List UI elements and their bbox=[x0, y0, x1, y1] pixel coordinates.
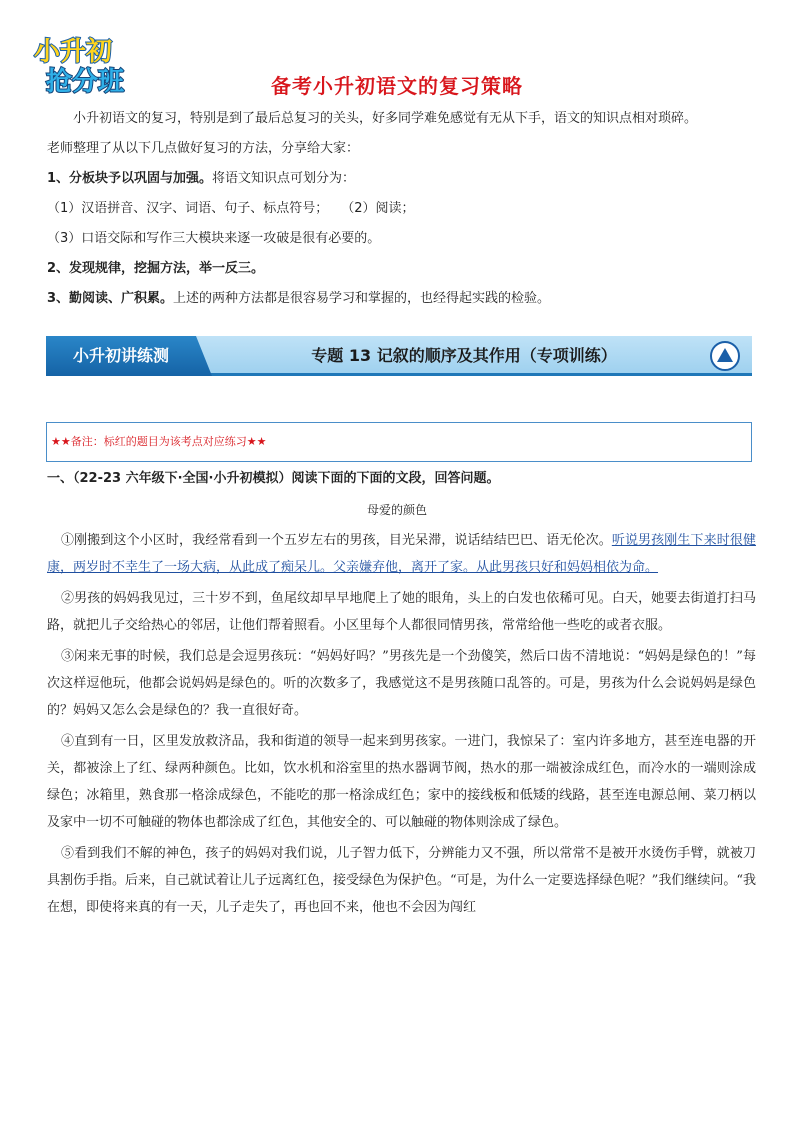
note-text: ★★备注：标红的题目为该考点对应练习★★ bbox=[51, 435, 267, 448]
tip-3 bbox=[47, 284, 754, 314]
up-triangle-icon[interactable] bbox=[710, 341, 740, 371]
topic-title: 专题 13 记叙的顺序及其作用（专项训练） bbox=[311, 346, 617, 365]
passage-title: 母爱的颜色 bbox=[366, 503, 427, 517]
topic-banner bbox=[46, 336, 752, 376]
banner-tab-label: 小升初讲练测 bbox=[72, 346, 169, 365]
passage-paragraph-4: ④直到有一日，区里发放救济品，我和街道的领导一起来到男孩家。一进门，我惊呆了：室内许多地方，甚至连电器的开关，都被涂上了红、绿两种颜色。比如，饮水机和浴室里的热水器调节阀，热水的那一端被涂成红色，而冷水的一端则涂成绿色；冰箱里，熟食那一格涂成绿色，不能吃的那一格涂成红色；家中的接线板和低矮的线路，甚至连电源总闸、菜刀柄以及家中一切不可触碰的物体也都涂成了红色，其他安全的、可以触碰的物体则涂成了绿色。 bbox=[47, 734, 756, 830]
tip-1-sub-1: （1）汉语拼音、汉字、词语、句子、标点符号； （2）阅读； bbox=[47, 201, 415, 216]
logo-line1: 小升初 bbox=[34, 37, 113, 67]
intro-section bbox=[47, 104, 754, 314]
tip-3-heading: 3、勤阅读、广积累。 bbox=[47, 291, 174, 306]
intro-paragraph-1: 小升初语文的复习，特别是到了最后总复习的关头，好多同学难免感觉有无从下手，语文的知识点相对琐碎。 bbox=[73, 111, 698, 126]
passage-body bbox=[47, 527, 756, 925]
tip-3-text: 上述的两种方法都是很容易学习和掌握的，也经得起实践的检验。 bbox=[173, 291, 551, 306]
passage-p1-highlight: 听说男孩刚生下来时很健康，两岁时不幸生了一场大病，从此成了痴呆儿。父亲嫌弃他，离开了家。从此男孩只好和妈妈相依为命。 bbox=[47, 533, 756, 575]
tip-1-heading: 1、分板块予以巩固与加强。 bbox=[47, 171, 213, 186]
passage-p1-text: ①刚搬到这个小区时，我经常看到一个五岁左右的男孩，目光呆滞，说话结结巴巴、语无伦次。 bbox=[61, 533, 612, 548]
intro-paragraph-2: 老师整理了从以下几点做好复习的方法，分享给大家： bbox=[47, 141, 360, 156]
question-heading: 一、（22-23 六年级下·全国·小升初模拟）阅读下面的下面的文段，回答问题。 bbox=[47, 471, 500, 486]
tip-2: 2、发现规律，挖掘方法，举一反三。 bbox=[47, 261, 265, 276]
tip-1-text: 将语文知识点可划分为： bbox=[212, 171, 356, 186]
passage-paragraph-2: ②男孩的妈妈我见过，三十岁不到，鱼尾纹却早早地爬上了她的眼角，头上的白发也依稀可见。白天，她要去街道打扫马路，就把儿子交给热心的邻居，让他们帮着照看。小区里每个人都很同情男孩，常常给他一些吃的或者衣服。 bbox=[47, 591, 756, 633]
tip-1-sub-2: （3）口语交际和写作三大模块来逐一攻破是很有必要的。 bbox=[47, 231, 381, 246]
passage-paragraph-5: ⑤看到我们不解的神色，孩子的妈妈对我们说，儿子智力低下，分辨能力又不强，所以常常不是被开水烫伤手臂，就被刀具割伤手指。后来，自己就试着让儿子远离红色，接受绿色为保护色。“可是，为什么一定要选择绿色呢？”我们继续问。“我在想，即使将来真的有一天，儿子走失了，再也回不来，他也不会因为闯红 bbox=[47, 846, 756, 915]
passage-paragraph-3: ③闲来无事的时候，我们总是会逗男孩玩：“妈妈好吗？”男孩先是一个劲傻笑，然后口齿不清地说：“妈妈是绿色的！”每次这样逗他玩，他都会说妈妈是绿色的。听的次数多了，我感觉这不是男孩随口乱答的。可是，男孩为什么会说妈妈是绿色的？妈妈又怎么会是绿色的？我一直很好奇。 bbox=[47, 649, 756, 718]
note-box bbox=[46, 422, 752, 462]
passage-paragraph-1 bbox=[47, 527, 756, 581]
document-title: 备考小升初语文的复习策略 bbox=[271, 74, 523, 98]
logo-line2: 抢分班 bbox=[46, 67, 125, 96]
tip-1 bbox=[47, 164, 754, 194]
